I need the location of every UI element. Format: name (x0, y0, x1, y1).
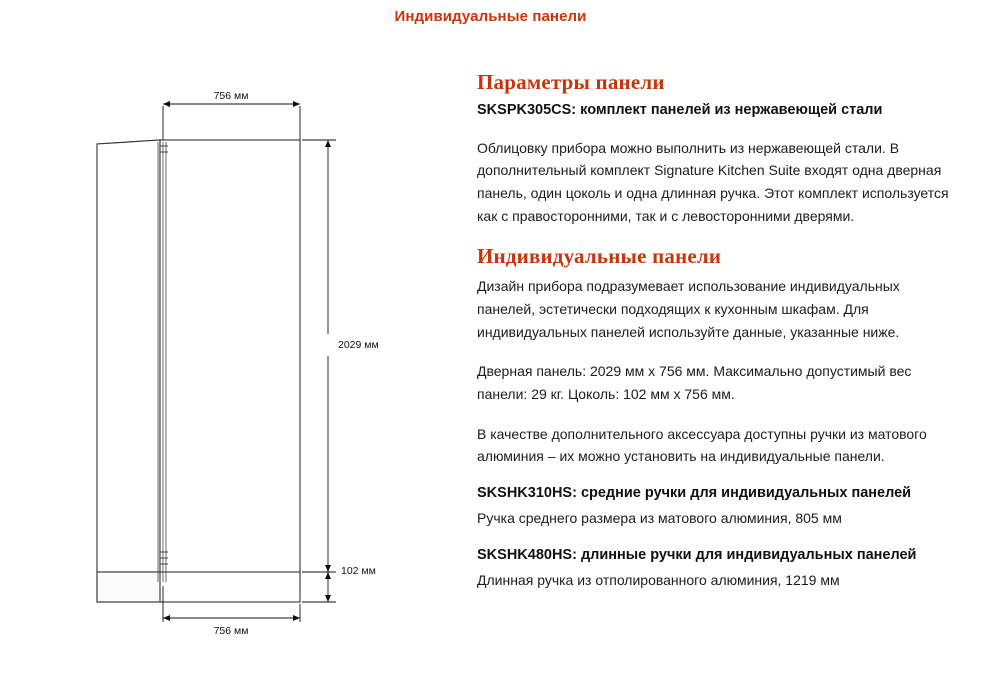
paragraph-individual-panels-3: В качестве дополнительного аксессуара доступны ручки из матового алюминия – их можно установить на индивидуальные панели. (477, 425, 927, 465)
product-name-skshk480hs: SKSHK480HS: длинные ручки для индивидуальных панелей (477, 546, 917, 563)
paragraph-panel-parameters: Облицовку прибора можно выполнить из нержавеющей стали. В дополнительный комплект Signature Kitchen Suite входят одна дверная панель, один цоколь и одна длинная ручка. Этот комплект используется как с правосторонними, так и с левосторонними дверями. (477, 139, 949, 224)
paragraph-individual-panels-1: Дизайн прибора подразумевает использование индивидуальных панелей, эстетически подходящих к кухонным шкафам. Для индивидуальных панелей используйте данные, указанные ниже. (477, 278, 900, 340)
diagram-svg (0, 56, 470, 686)
paragraph-individual-panels-2: Дверная панель: 2029 мм x 756 мм. Максимально допустимый вес панели: 29 кг. Цоколь: 102 мм x 756 мм. (477, 363, 912, 402)
dimension-top-width-label: 756 мм (213, 90, 249, 102)
subtitle-skspk305cs: SKSPK305CS: комплект панелей из нержавеющей стали (477, 102, 883, 118)
dimension-height-label: 2029 мм (338, 339, 379, 351)
section-individual-panels (477, 244, 959, 468)
content-column (477, 70, 959, 609)
product-item (477, 547, 959, 591)
product-description-skshk310hs: Ручка среднего размера из матового алюминия, 805 мм (477, 509, 842, 526)
refrigerator-panel-diagram (0, 56, 470, 686)
dimension-plinth-label: 102 мм (341, 565, 376, 577)
product-description-skshk480hs: Длинная ручка из отполированного алюминия, 1219 мм (477, 571, 840, 588)
product-item (477, 485, 959, 529)
cabinet-outline (97, 140, 300, 602)
section-title-individual-panels: Индивидуальные панели (477, 244, 722, 269)
page-title: Индивидуальные панели (394, 8, 587, 25)
section-title-panel-parameters: Параметры панели (477, 70, 665, 94)
plinth-dimension (302, 572, 336, 602)
section-panel-parameters (477, 70, 959, 227)
product-name-skshk310hs: SKSHK310HS: средние ручки для индивидуальных панелей (477, 484, 912, 501)
top-width-dimension (163, 101, 300, 142)
dimension-bottom-width-label: 756 мм (213, 625, 249, 637)
height-dimension (302, 140, 336, 572)
